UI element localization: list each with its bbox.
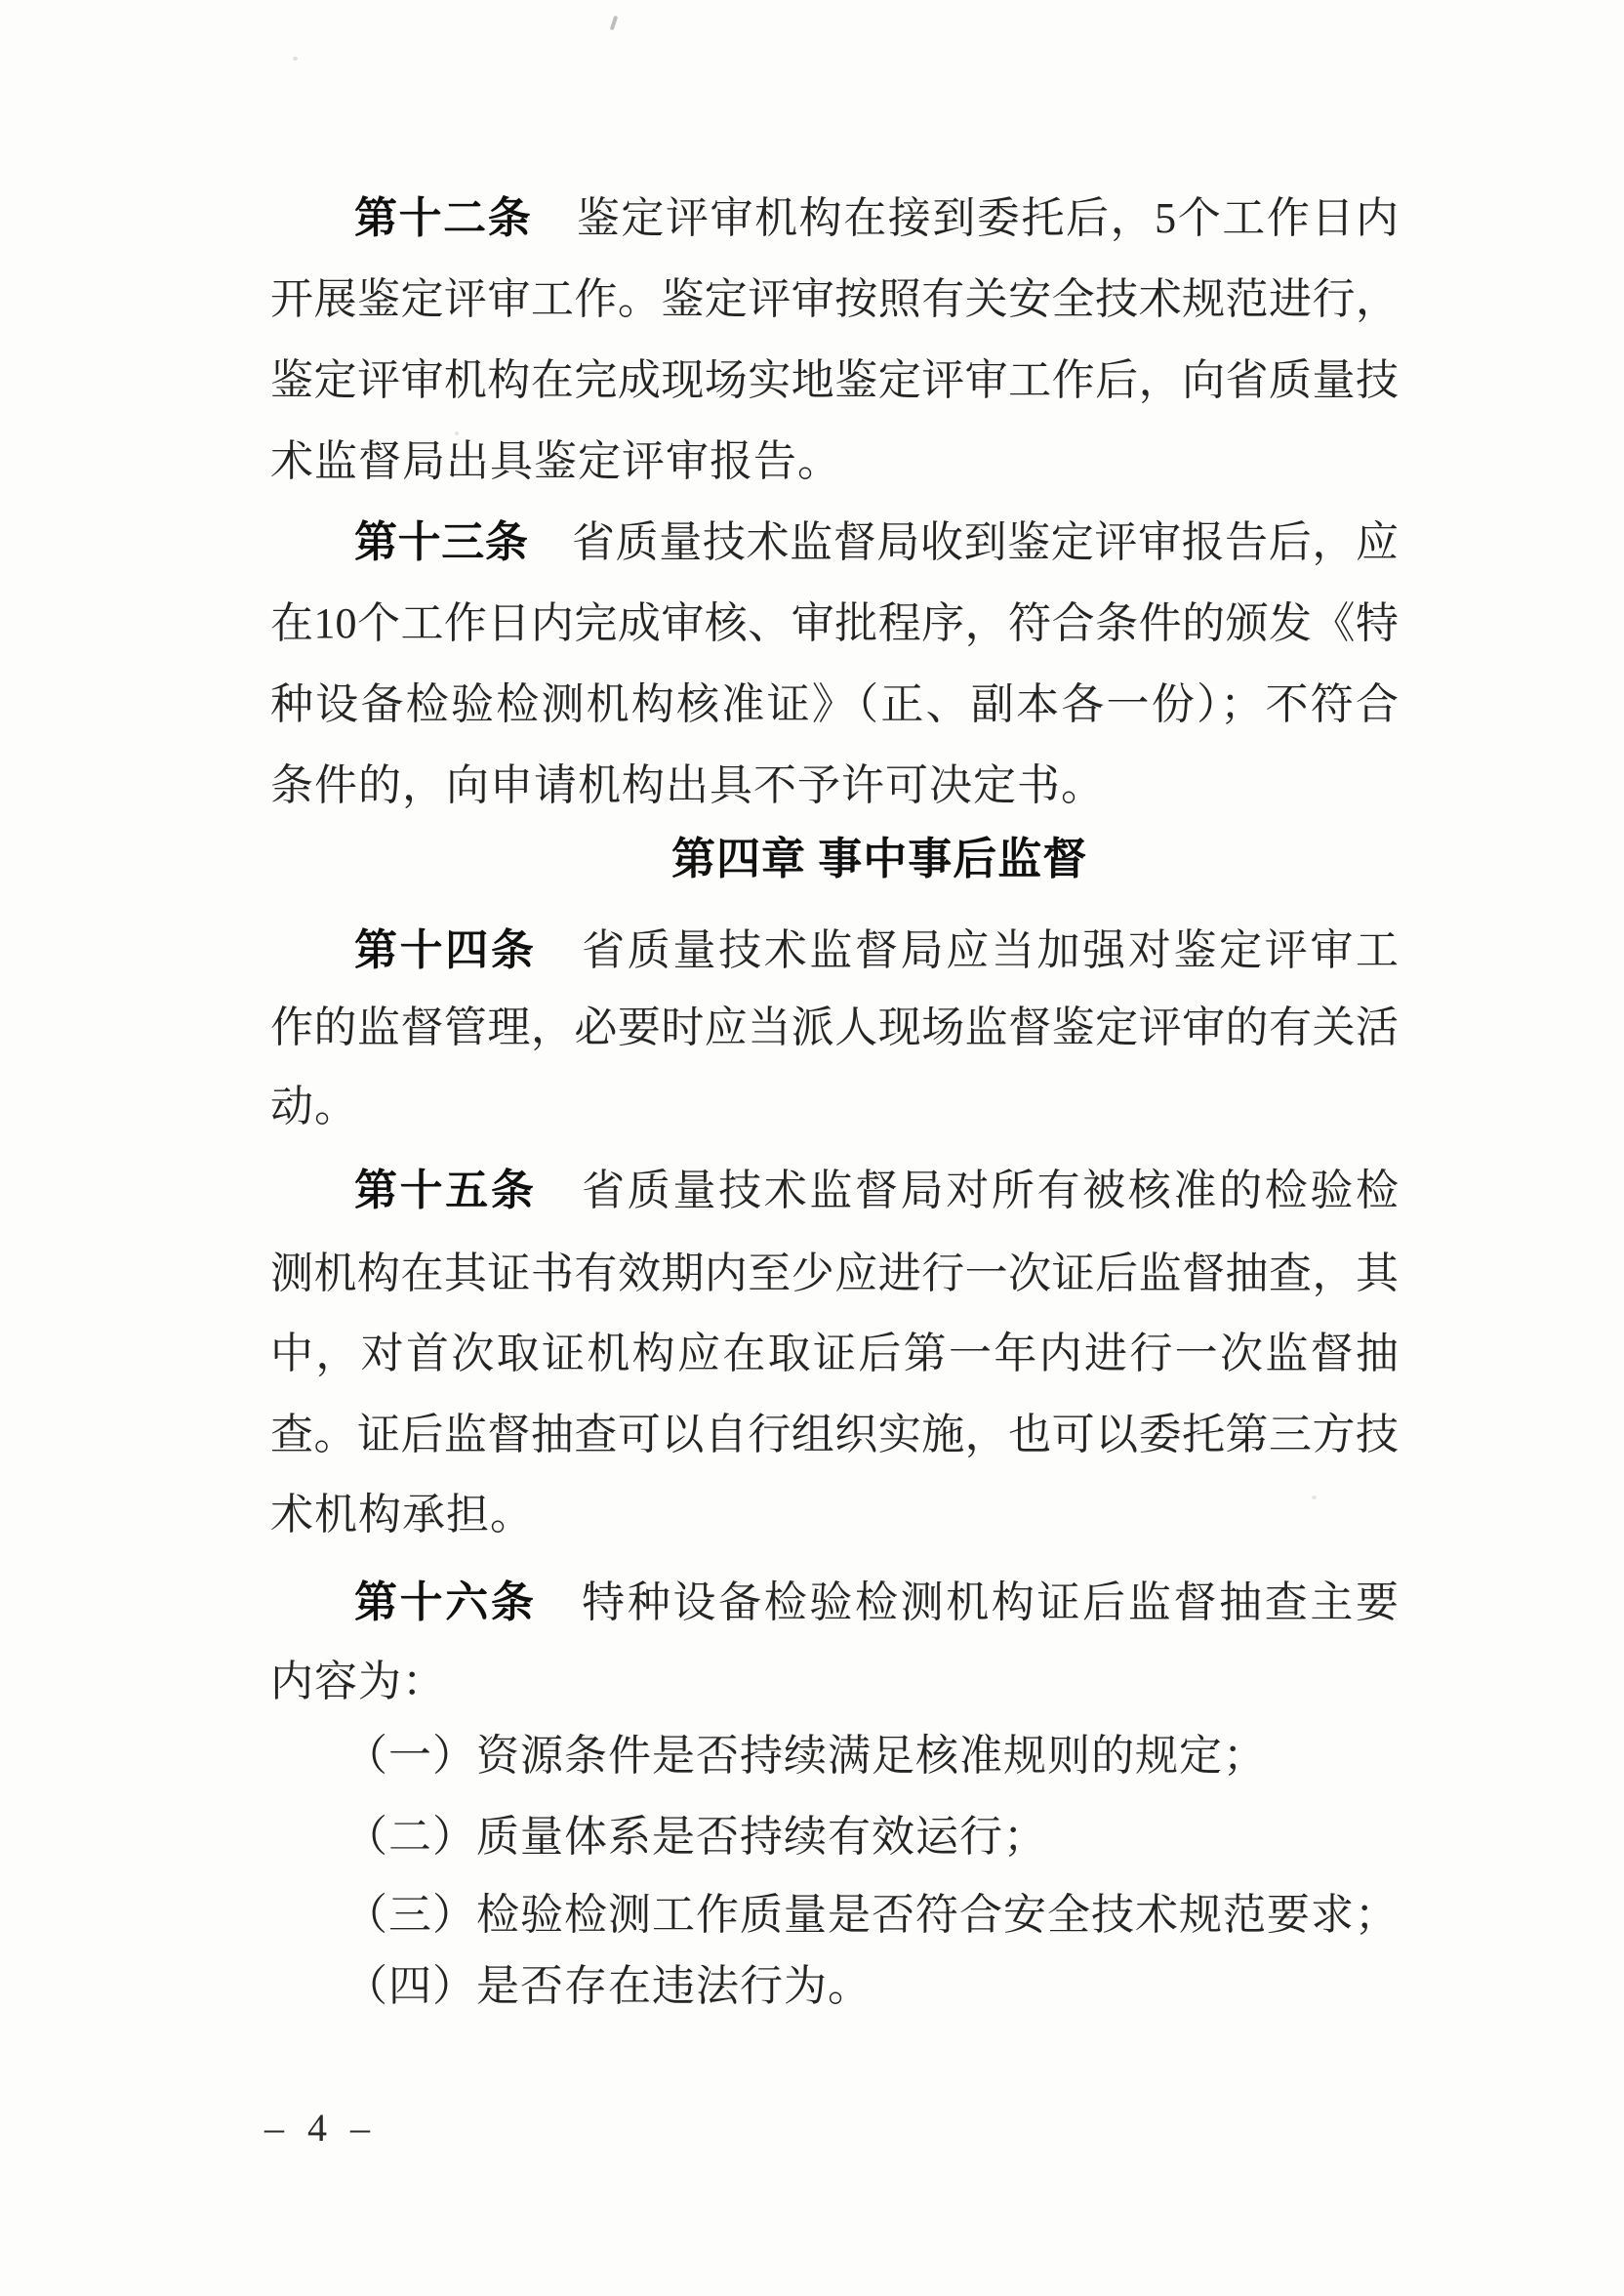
article-14-number: 第十四条 xyxy=(354,926,537,974)
article-12-line-1 xyxy=(270,189,1399,248)
article-15-text: 省质量技术监督局对所有被核准的检验检 xyxy=(536,1167,1399,1214)
article-14-line-3: 动。 xyxy=(270,1083,358,1130)
scan-speck xyxy=(610,16,618,31)
article-14-line-1 xyxy=(270,922,1399,980)
article-13-line-1 xyxy=(270,513,1399,572)
list-item-2: （二）质量体系是否持续有效运行； xyxy=(345,1813,1047,1861)
article-15-line-4: 查。证后监督抽查可以自行组织实施，也可以委托第三方技 xyxy=(270,1411,1399,1458)
list-item-1: （一）资源条件是否持续满足核准规则的规定； xyxy=(345,1732,1267,1780)
article-15-line-3: 中，对首次取证机构应在取证后第一年内进行一次监督抽 xyxy=(270,1330,1399,1377)
article-16-text: 特种设备检验检测机构证后监督抽查主要 xyxy=(536,1578,1399,1626)
article-13-line-2: 在10个工作日内完成审核、审批程序，符合条件的颁发《特 xyxy=(270,599,1399,647)
article-12-text: 鉴定评审机构在接到委托后，5个工作日内 xyxy=(532,194,1400,242)
article-16-number: 第十六条 xyxy=(354,1578,537,1626)
article-12-number: 第十二条 xyxy=(354,194,533,242)
article-15-line-5: 术机构承担。 xyxy=(270,1491,534,1538)
article-16-line-1 xyxy=(270,1574,1399,1632)
article-16-line-2: 内容为： xyxy=(270,1658,446,1705)
article-13-text: 省质量技术监督局收到鉴定评审报告后，应 xyxy=(528,518,1400,566)
article-14-line-2: 作的监督管理，必要时应当派人现场监督鉴定评审的有关活 xyxy=(270,1004,1399,1051)
article-15-number: 第十五条 xyxy=(354,1167,537,1214)
article-15-line-2: 测机构在其证书有效期内至少应进行一次证后监督抽查，其 xyxy=(270,1250,1399,1297)
scan-speck xyxy=(293,57,298,61)
list-item-4: （四）是否存在违法行为。 xyxy=(345,1962,872,2010)
article-13-line-3: 种设备检验检测机构核准证》（正、副本各一份）；不符合 xyxy=(270,680,1399,728)
article-12-line-3: 鉴定评审机构在完成现场实地鉴定评审工作后，向省质量技 xyxy=(270,356,1399,404)
page-number: – 4 – xyxy=(264,2106,377,2150)
list-item-3: （三）检验检测工作质量是否符合安全技术规范要求； xyxy=(345,1891,1399,1939)
article-12-line-4: 术监督局出具鉴定评审报告。 xyxy=(270,437,841,485)
article-12-line-2: 开展鉴定评审工作。鉴定评审按照有关安全技术规范进行， xyxy=(270,275,1399,323)
article-13-line-4: 条件的，向申请机构出具不予许可决定书。 xyxy=(270,761,1105,809)
article-15-line-1 xyxy=(270,1162,1399,1220)
article-14-text: 省质量技术监督局应当加强对鉴定评审工 xyxy=(536,926,1399,974)
article-13-number: 第十三条 xyxy=(354,518,529,566)
chapter-heading: 第四章 事中事后监督 xyxy=(671,835,1088,883)
